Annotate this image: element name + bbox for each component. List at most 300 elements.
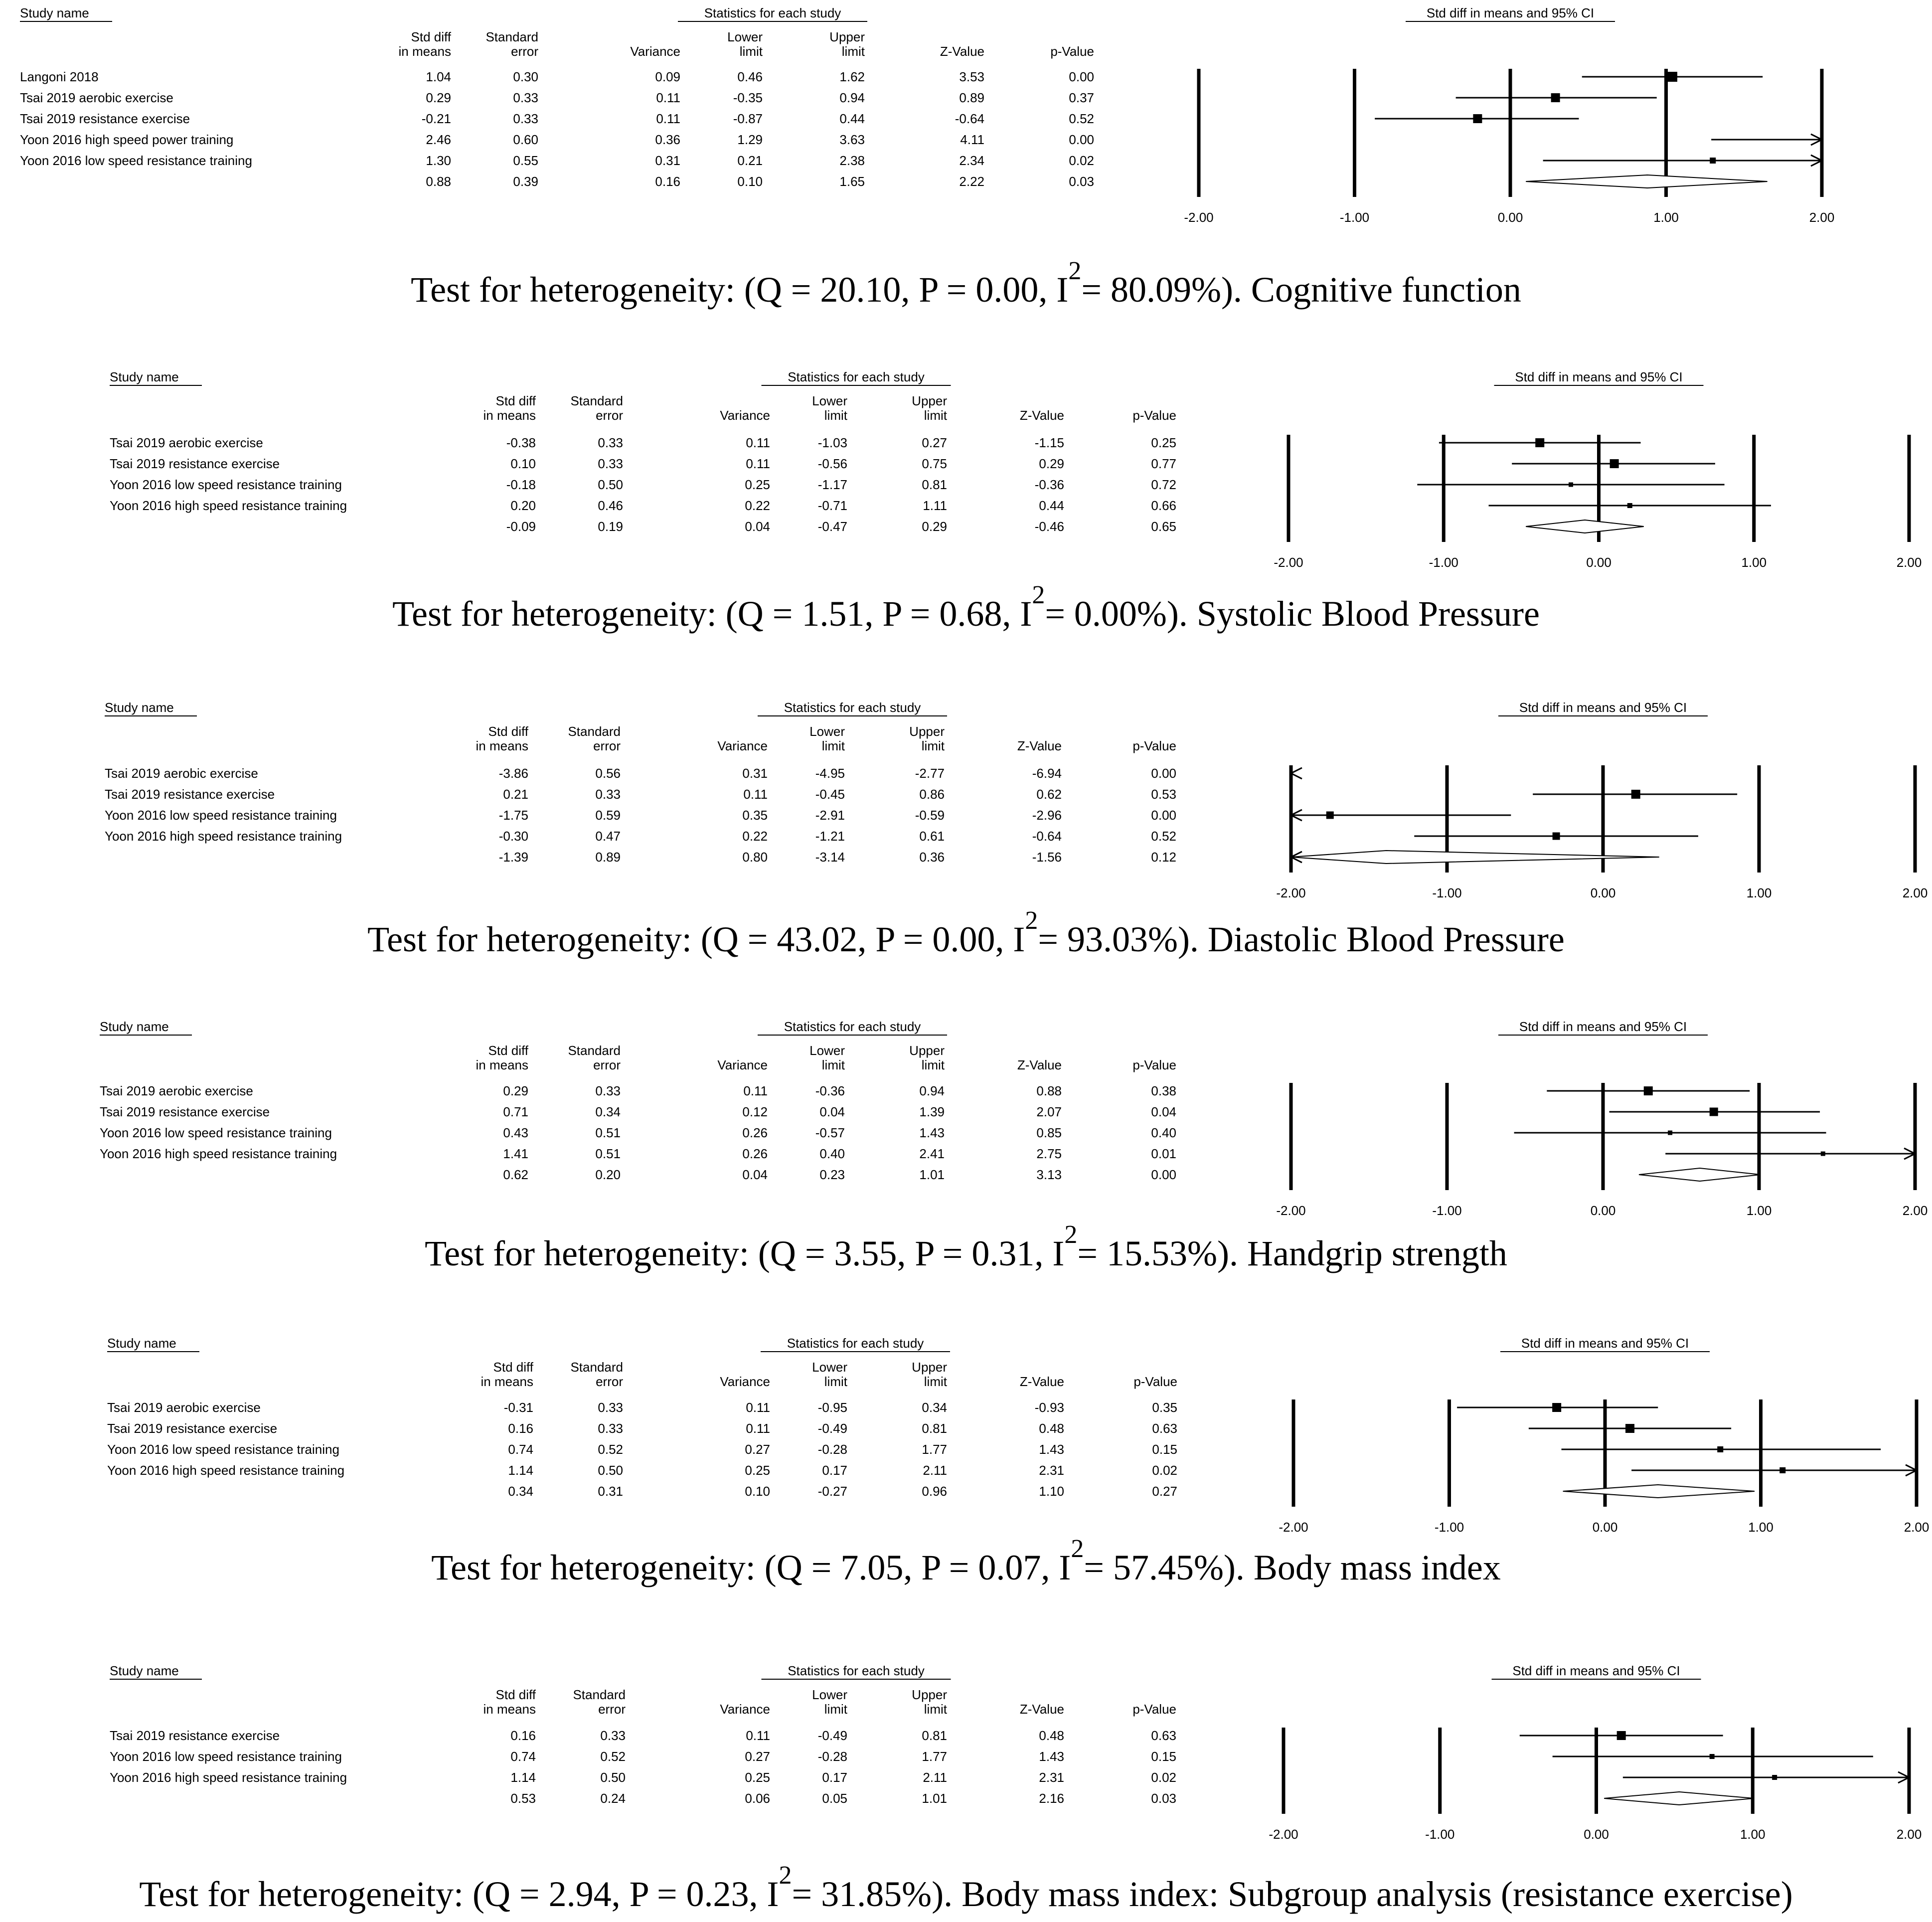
axis-tick-label: 1.00 xyxy=(1748,1520,1773,1535)
column-header-bottom: in means xyxy=(483,1702,536,1717)
cell-upper: 1.43 xyxy=(919,1125,945,1140)
cell-upper: 1.39 xyxy=(919,1104,945,1119)
column-header-bottom: in means xyxy=(481,1374,533,1389)
cell-z: 2.31 xyxy=(1039,1770,1064,1785)
axis-tick-label: 1.00 xyxy=(1740,1827,1766,1842)
cell-z: -1.15 xyxy=(1034,435,1064,450)
study-name: Tsai 2019 resistance exercise xyxy=(110,1728,280,1743)
axis-tick-label: -2.00 xyxy=(1279,1520,1308,1535)
axis-tick-label: 2.00 xyxy=(1902,885,1928,900)
cell-variance: 0.11 xyxy=(743,787,768,802)
cell-std-diff: -3.86 xyxy=(498,766,528,781)
cell-z: 2.16 xyxy=(1039,1791,1064,1806)
column-header-bottom: limit xyxy=(921,738,945,753)
point-estimate xyxy=(1772,1775,1777,1780)
study-name-header: Study name xyxy=(100,1019,169,1034)
cell-lower-text: 0.05 xyxy=(822,1791,847,1806)
summary-diamond xyxy=(1526,520,1644,533)
cell-variance: 0.09 xyxy=(655,69,680,84)
cell-std-diff: 2.46 xyxy=(426,132,451,147)
column-header-top: Lower xyxy=(727,29,763,44)
column-header-bottom: limit xyxy=(924,408,947,423)
caption-text-start: Test for heterogeneity: (Q = 1.51, P = 0.68, I xyxy=(392,594,1032,634)
study-name: Yoon 2016 high speed resistance training xyxy=(105,829,342,844)
cell-std-diff: 1.14 xyxy=(510,1770,536,1785)
cell-upper: 2.11 xyxy=(923,1770,947,1785)
cell-se: 0.24 xyxy=(600,1791,626,1806)
cell-std-diff: -1.75 xyxy=(498,808,528,823)
caption-superscript: 2 xyxy=(779,1861,792,1890)
cell-variance: 0.31 xyxy=(655,153,680,168)
axis-tick-label: 1.00 xyxy=(1746,885,1772,900)
cell-std-diff: 1.14 xyxy=(508,1463,533,1478)
column-header-bottom: p-Value xyxy=(1132,408,1176,423)
cell-se: 0.33 xyxy=(600,1728,626,1743)
cell-lower-text: -0.45 xyxy=(815,787,845,802)
column-header-bottom: p-Value xyxy=(1050,44,1094,59)
cell-p: 0.00 xyxy=(1151,808,1176,823)
cell-se: 0.60 xyxy=(513,132,538,147)
column-header-bottom: limit xyxy=(739,44,763,59)
point-estimate xyxy=(1644,1086,1653,1095)
heterogeneity-caption xyxy=(431,1535,1501,1587)
cell-upper: 1.77 xyxy=(922,1749,947,1764)
axis-tick-label: 2.00 xyxy=(1902,1203,1928,1218)
cell-std-diff: 1.04 xyxy=(426,69,451,84)
cell-z: -0.36 xyxy=(1034,477,1064,492)
cell-p: 0.52 xyxy=(1151,829,1176,844)
cell-std-diff: 0.21 xyxy=(503,787,528,802)
cell-variance: 0.12 xyxy=(742,1104,768,1119)
column-header-bottom: error xyxy=(593,1057,621,1072)
study-name: Tsai 2019 aerobic exercise xyxy=(20,90,173,105)
cell-se: 0.50 xyxy=(598,477,623,492)
cell-p: 0.27 xyxy=(1152,1484,1177,1499)
caption-text-end: = 0.00%). Systolic Blood Pressure xyxy=(1045,594,1540,634)
cell-se: 0.33 xyxy=(598,1400,623,1415)
column-header-top: Upper xyxy=(912,393,947,408)
cell-se: 0.33 xyxy=(595,787,621,802)
statistics-header: Statistics for each study xyxy=(788,369,925,384)
cell-se: 0.20 xyxy=(595,1167,621,1182)
axis-tick-label: 0.00 xyxy=(1590,885,1616,900)
axis-tick-label: 0.00 xyxy=(1590,1203,1616,1218)
point-estimate xyxy=(1535,438,1544,447)
axis-tick-label: -1.00 xyxy=(1432,1203,1462,1218)
cell-p: 0.77 xyxy=(1151,456,1176,471)
column-header-bottom: limit xyxy=(921,1057,945,1072)
column-header-top: Lower xyxy=(809,1043,845,1058)
study-name-header: Study name xyxy=(107,1336,176,1351)
ci-header: Std diff in means and 95% CI xyxy=(1519,1019,1687,1034)
column-header-bottom: p-Value xyxy=(1132,1702,1176,1717)
column-header-bottom: limit xyxy=(821,1057,845,1072)
cell-upper: 2.38 xyxy=(839,153,865,168)
cell-z: -1.56 xyxy=(1032,850,1062,865)
heterogeneity-caption xyxy=(425,1221,1507,1273)
ci-header: Std diff in means and 95% CI xyxy=(1426,5,1595,20)
axis-tick-label: -2.00 xyxy=(1184,210,1214,225)
cell-z: -0.46 xyxy=(1034,519,1064,534)
caption-text-end: = 15.53%). Handgrip strength xyxy=(1077,1233,1507,1273)
cell-variance: 0.31 xyxy=(742,766,768,781)
cell-lower-text: -3.14 xyxy=(815,850,845,865)
cell-z: 4.11 xyxy=(960,132,984,147)
column-header-top: Standard xyxy=(485,29,538,44)
column-header-top: Upper xyxy=(909,1043,945,1058)
study-name: Yoon 2016 high speed resistance training xyxy=(110,498,347,513)
cell-variance: 0.25 xyxy=(745,1770,770,1785)
point-estimate xyxy=(1668,1131,1672,1135)
column-header-top: Lower xyxy=(812,393,847,408)
caption-superscript: 2 xyxy=(1071,1535,1084,1563)
column-header-bottom: Z-Value xyxy=(1019,1374,1064,1389)
cell-p: 0.65 xyxy=(1151,519,1176,534)
cell-lower-text: -0.36 xyxy=(815,1083,845,1098)
point-estimate xyxy=(1552,1403,1561,1412)
column-header-bottom: Variance xyxy=(717,1057,768,1072)
cell-variance: 0.25 xyxy=(745,477,770,492)
cell-variance: 0.36 xyxy=(655,132,680,147)
cell-std-diff: -0.38 xyxy=(506,435,536,450)
column-header-top: Std diff xyxy=(488,724,528,739)
point-estimate xyxy=(1625,1424,1634,1433)
cell-lower-text: -2.91 xyxy=(815,808,845,823)
study-name-header: Study name xyxy=(110,369,179,384)
axis-tick-label: -1.00 xyxy=(1425,1827,1455,1842)
cell-se: 0.31 xyxy=(598,1484,623,1499)
column-header-top: Standard xyxy=(568,1043,621,1058)
study-name: Yoon 2016 low speed resistance training xyxy=(110,477,342,492)
point-estimate xyxy=(1473,114,1482,123)
heterogeneity-caption xyxy=(139,1861,1792,1914)
heterogeneity-caption xyxy=(392,581,1540,634)
cell-lower-text: 0.23 xyxy=(819,1167,845,1182)
column-header-bottom: p-Value xyxy=(1133,1374,1177,1389)
study-name: Yoon 2016 high speed power training xyxy=(20,132,234,147)
cell-se: 0.30 xyxy=(513,69,538,84)
cell-variance: 0.80 xyxy=(742,850,768,865)
cell-variance: 0.11 xyxy=(746,1421,770,1436)
point-estimate xyxy=(1710,1108,1718,1116)
cell-upper: 0.94 xyxy=(839,90,865,105)
axis-tick-label: 2.00 xyxy=(1896,1827,1922,1842)
cell-std-diff: 0.29 xyxy=(426,90,451,105)
cell-upper: -0.59 xyxy=(915,808,945,823)
cell-std-diff: -0.31 xyxy=(503,1400,533,1415)
cell-upper: 1.01 xyxy=(919,1167,945,1182)
study-name: Yoon 2016 low speed resistance training xyxy=(20,153,252,168)
cell-std-diff: 0.20 xyxy=(510,498,536,513)
column-header-bottom: Z-Value xyxy=(940,44,984,59)
cell-p: 0.52 xyxy=(1069,111,1094,126)
point-estimate xyxy=(1627,503,1632,508)
axis-tick-label: 2.00 xyxy=(1904,1520,1930,1535)
cell-variance: 0.11 xyxy=(746,1400,770,1415)
point-estimate xyxy=(1551,93,1560,102)
cell-z: 0.29 xyxy=(1039,456,1064,471)
cell-upper: -2.77 xyxy=(915,766,945,781)
study-name: Tsai 2019 resistance exercise xyxy=(100,1104,270,1119)
forest-panel-6 xyxy=(110,1663,1922,1914)
column-header-bottom: limit xyxy=(824,1702,847,1717)
cell-upper: 0.81 xyxy=(922,477,947,492)
cell-z: -0.64 xyxy=(955,111,984,126)
axis-tick-label: -1.00 xyxy=(1432,885,1462,900)
cell-p: 0.02 xyxy=(1152,1463,1177,1478)
cell-z: 0.89 xyxy=(959,90,984,105)
cell-p: 0.15 xyxy=(1151,1749,1176,1764)
study-name: Yoon 2016 low speed resistance training xyxy=(107,1442,339,1457)
column-header-bottom: error xyxy=(511,44,538,59)
study-name: Tsai 2019 aerobic exercise xyxy=(110,435,263,450)
column-header-bottom: in means xyxy=(476,1057,528,1072)
study-name: Tsai 2019 aerobic exercise xyxy=(105,766,258,781)
column-header-bottom: error xyxy=(596,408,623,423)
cell-std-diff: 0.53 xyxy=(510,1791,536,1806)
cell-variance: 0.04 xyxy=(742,1167,768,1182)
cell-p: 0.72 xyxy=(1151,477,1176,492)
cell-se: 0.19 xyxy=(598,519,623,534)
study-name: Yoon 2016 high speed resistance training xyxy=(110,1770,347,1785)
cell-upper: 1.77 xyxy=(922,1442,947,1457)
statistics-header: Statistics for each study xyxy=(784,1019,921,1034)
cell-std-diff: 0.29 xyxy=(503,1083,528,1098)
forest-panel-2 xyxy=(110,369,1922,634)
caption-text-end: = 80.09%). Cognitive function xyxy=(1081,270,1521,310)
cell-p: 0.00 xyxy=(1069,69,1094,84)
study-name-header: Study name xyxy=(20,5,89,20)
cell-lower-text: -0.87 xyxy=(733,111,763,126)
axis-tick-label: 0.00 xyxy=(1586,555,1611,570)
column-header-top: Lower xyxy=(812,1687,847,1702)
column-header-bottom: Variance xyxy=(630,44,680,59)
cell-se: 0.33 xyxy=(598,1421,623,1436)
cell-variance: 0.11 xyxy=(656,90,680,105)
column-header-top: Upper xyxy=(829,29,865,44)
cell-lower-text: -0.47 xyxy=(817,519,847,534)
cell-upper: 0.75 xyxy=(922,456,947,471)
column-header-top: Std diff xyxy=(495,393,536,408)
cell-variance: 0.11 xyxy=(746,1728,770,1743)
cell-se: 0.34 xyxy=(595,1104,621,1119)
cell-variance: 0.26 xyxy=(742,1146,768,1161)
cell-upper: 0.36 xyxy=(919,850,945,865)
caption-text-end: = 93.03%). Diastolic Blood Pressure xyxy=(1038,919,1565,959)
cell-std-diff: 0.74 xyxy=(510,1749,536,1764)
cell-std-diff: -1.39 xyxy=(498,850,528,865)
cell-se: 0.52 xyxy=(598,1442,623,1457)
cell-p: 0.03 xyxy=(1151,1791,1176,1806)
cell-upper: 3.63 xyxy=(839,132,865,147)
ci-header: Std diff in means and 95% CI xyxy=(1512,1663,1680,1678)
cell-upper: 0.81 xyxy=(922,1728,947,1743)
cell-z: 2.22 xyxy=(959,174,984,189)
column-header-top: Upper xyxy=(909,724,945,739)
cell-lower-text: 0.17 xyxy=(822,1463,847,1478)
column-header-bottom: limit xyxy=(821,738,845,753)
forest-panel-1 xyxy=(20,5,1834,310)
cell-p: 0.53 xyxy=(1151,787,1176,802)
cell-lower-text: -0.56 xyxy=(817,456,847,471)
cell-se: 0.33 xyxy=(598,456,623,471)
cell-variance: 0.22 xyxy=(745,498,770,513)
cell-z: 2.34 xyxy=(959,153,984,168)
column-header-bottom: Z-Value xyxy=(1019,1702,1064,1717)
column-header-top: Upper xyxy=(912,1360,947,1375)
cell-variance: 0.04 xyxy=(745,519,770,534)
caption-text-start: Test for heterogeneity: (Q = 3.55, P = 0.31, I xyxy=(425,1233,1065,1273)
point-estimate xyxy=(1569,483,1573,487)
point-estimate xyxy=(1717,1446,1723,1452)
forest-panel-3 xyxy=(105,700,1928,959)
cell-p: 0.40 xyxy=(1151,1125,1176,1140)
study-name: Langoni 2018 xyxy=(20,69,99,84)
cell-lower-text: -0.49 xyxy=(817,1421,847,1436)
cell-upper: 1.65 xyxy=(839,174,865,189)
column-header-bottom: limit xyxy=(841,44,865,59)
cell-se: 0.50 xyxy=(598,1463,623,1478)
cell-p: 0.35 xyxy=(1152,1400,1177,1415)
axis-tick-label: -2.00 xyxy=(1276,1203,1306,1218)
column-header-bottom: Z-Value xyxy=(1019,408,1064,423)
cell-lower-text: -0.28 xyxy=(817,1442,847,1457)
caption-text-start: Test for heterogeneity: (Q = 2.94, P = 0.23, I xyxy=(139,1874,779,1914)
ci-header: Std diff in means and 95% CI xyxy=(1519,700,1687,715)
study-name-header: Study name xyxy=(110,1663,179,1678)
cell-lower-text: 0.10 xyxy=(737,174,763,189)
cell-z: -0.64 xyxy=(1032,829,1062,844)
cell-lower-text: -4.95 xyxy=(815,766,845,781)
cell-z: 1.43 xyxy=(1039,1749,1064,1764)
study-name: Yoon 2016 low speed resistance training xyxy=(110,1749,342,1764)
cell-std-diff: 0.88 xyxy=(426,174,451,189)
column-header-top: Standard xyxy=(570,393,623,408)
cell-lower-text: -0.95 xyxy=(817,1400,847,1415)
cell-upper: 0.44 xyxy=(839,111,865,126)
cell-std-diff: -0.30 xyxy=(498,829,528,844)
study-name: Yoon 2016 high speed resistance training xyxy=(100,1146,337,1161)
axis-tick-label: -1.00 xyxy=(1434,1520,1464,1535)
cell-upper: 0.27 xyxy=(922,435,947,450)
cell-p: 0.66 xyxy=(1151,498,1176,513)
point-estimate xyxy=(1779,1467,1785,1473)
cell-se: 0.39 xyxy=(513,174,538,189)
column-header-top: Standard xyxy=(570,1360,623,1375)
cell-std-diff: 0.16 xyxy=(510,1728,536,1743)
cell-z: 0.48 xyxy=(1039,1728,1064,1743)
cell-p: 0.04 xyxy=(1151,1104,1176,1119)
column-header-top: Std diff xyxy=(493,1360,533,1375)
column-header-top: Standard xyxy=(573,1687,626,1702)
statistics-header: Statistics for each study xyxy=(787,1336,924,1351)
caption-superscript: 2 xyxy=(1064,1221,1078,1249)
cell-se: 0.89 xyxy=(595,850,621,865)
forest-panel-5 xyxy=(107,1336,1929,1587)
cell-std-diff: -0.21 xyxy=(421,111,451,126)
cell-upper: 0.29 xyxy=(922,519,947,534)
summary-diamond xyxy=(1563,1485,1755,1498)
axis-tick-label: -1.00 xyxy=(1339,210,1370,225)
cell-std-diff: 0.34 xyxy=(508,1484,533,1499)
axis-tick-label: 0.00 xyxy=(1497,210,1523,225)
column-header-bottom: Variance xyxy=(720,1702,770,1717)
cell-z: 2.75 xyxy=(1036,1146,1062,1161)
cell-std-diff: -0.09 xyxy=(506,519,536,534)
cell-se: 0.47 xyxy=(595,829,621,844)
axis-tick-label: 2.00 xyxy=(1896,555,1922,570)
column-header-bottom: Variance xyxy=(720,1374,770,1389)
column-header-bottom: limit xyxy=(824,1374,847,1389)
column-header-bottom: p-Value xyxy=(1132,738,1176,753)
cell-lower-text: 1.29 xyxy=(737,132,763,147)
cell-lower-text: -0.35 xyxy=(733,90,763,105)
cell-z: 1.43 xyxy=(1039,1442,1064,1457)
point-estimate xyxy=(1710,1754,1715,1759)
cell-p: 0.63 xyxy=(1152,1421,1177,1436)
ci-header: Std diff in means and 95% CI xyxy=(1521,1336,1689,1351)
point-estimate xyxy=(1821,1152,1825,1156)
cell-variance: 0.11 xyxy=(746,456,770,471)
cell-z: -0.93 xyxy=(1034,1400,1064,1415)
heterogeneity-caption xyxy=(367,906,1565,959)
cell-z: 0.85 xyxy=(1036,1125,1062,1140)
summary-diamond xyxy=(1526,175,1767,188)
cell-variance: 0.27 xyxy=(745,1749,770,1764)
cell-std-diff: 0.16 xyxy=(508,1421,533,1436)
cell-p: 0.15 xyxy=(1152,1442,1177,1457)
cell-variance: 0.10 xyxy=(745,1484,770,1499)
column-header-bottom: Z-Value xyxy=(1017,738,1062,753)
axis-tick-label: 2.00 xyxy=(1809,210,1835,225)
cell-upper: 0.94 xyxy=(919,1083,945,1098)
axis-tick-label: 1.00 xyxy=(1746,1203,1772,1218)
column-header-bottom: in means xyxy=(483,408,536,423)
column-header-bottom: p-Value xyxy=(1132,1057,1176,1072)
cell-upper: 1.62 xyxy=(839,69,865,84)
column-header-top: Standard xyxy=(568,724,621,739)
caption-text-end: = 31.85%). Body mass index: Subgroup analysis (resistance exercise) xyxy=(792,1874,1793,1914)
cell-upper: 1.11 xyxy=(923,498,947,513)
study-name-header: Study name xyxy=(105,700,174,715)
cell-variance: 0.25 xyxy=(745,1463,770,1478)
cell-upper: 1.01 xyxy=(922,1791,947,1806)
column-header-bottom: limit xyxy=(924,1374,947,1389)
cell-upper: 0.86 xyxy=(919,787,945,802)
study-name: Tsai 2019 resistance exercise xyxy=(20,111,190,126)
column-header-bottom: in means xyxy=(398,44,451,59)
study-name: Yoon 2016 low speed resistance training xyxy=(100,1125,332,1140)
cell-p: 0.02 xyxy=(1151,1770,1176,1785)
cell-upper: 0.34 xyxy=(922,1400,947,1415)
cell-p: 0.38 xyxy=(1151,1083,1176,1098)
cell-se: 0.33 xyxy=(513,111,538,126)
cell-z: 0.88 xyxy=(1036,1083,1062,1098)
caption-text-start: Test for heterogeneity: (Q = 7.05, P = 0.07, I xyxy=(431,1548,1071,1587)
cell-upper: 2.11 xyxy=(923,1463,947,1478)
cell-std-diff: 0.10 xyxy=(510,456,536,471)
axis-tick-label: 1.00 xyxy=(1741,555,1767,570)
cell-variance: 0.26 xyxy=(742,1125,768,1140)
column-header-bottom: Variance xyxy=(720,408,770,423)
point-estimate xyxy=(1326,812,1334,819)
statistics-header: Statistics for each study xyxy=(704,5,841,20)
point-estimate xyxy=(1617,1731,1626,1740)
cell-variance: 0.16 xyxy=(655,174,680,189)
cell-z: 3.13 xyxy=(1036,1167,1062,1182)
cell-z: 1.10 xyxy=(1039,1484,1064,1499)
cell-lower-text: -0.28 xyxy=(817,1749,847,1764)
